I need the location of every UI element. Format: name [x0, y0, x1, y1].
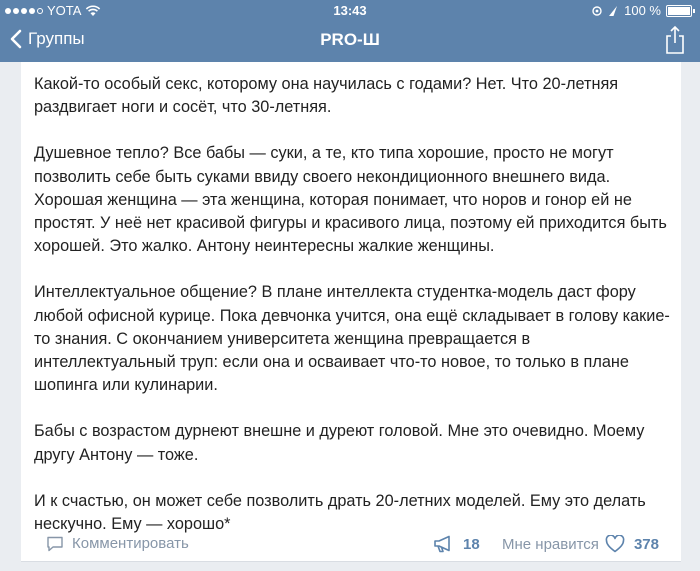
page-title: PRO-Ш: [320, 30, 380, 49]
repost-count: 18: [463, 535, 480, 553]
comment-button[interactable]: [46, 535, 189, 552]
share-icon: [664, 24, 686, 56]
alarm-icon: [607, 5, 619, 17]
post-text: [34, 73, 674, 559]
carrier-label: YOTA: [47, 3, 82, 18]
post-paragraph: Какой-то особый секс, которому она научилась с годами? Нет. Что 20-летняя раздвигает ноги и сосёт, что 30-летняя.: [34, 75, 619, 117]
comment-icon: [46, 536, 64, 552]
top-bar: [0, 0, 700, 62]
navigation-bar: [0, 20, 700, 62]
battery-icon: [666, 5, 692, 17]
repost-button[interactable]: [433, 535, 480, 553]
repost-megaphone-icon: [433, 535, 455, 553]
location-icon: [592, 5, 602, 17]
back-label: Группы: [28, 29, 85, 48]
back-button[interactable]: [10, 29, 85, 49]
back-chevron-icon: [10, 29, 22, 49]
post-paragraph: Бабы с возрастом дурнеют внешне и дуреют головой. Мне это очевидно. Моему другу Антону — тоже.: [34, 422, 645, 464]
share-button[interactable]: [664, 24, 686, 56]
post-card: [21, 62, 681, 562]
status-bar: [0, 0, 700, 20]
like-heart-icon: [605, 535, 625, 553]
post-paragraph: Душевное тепло? Все бабы — суки, а те, кто типа хорошие, просто не могут позволить себе быть суками ввиду своего некондиционного внешнего вида. Хорошая женщина — эта женщина, которая понимает, что норов и гонор ей не простят. У неё нет красивой фигуры и красивого лица, поэтому ей приходится быть хорошей. Это жалко. Антону неинтересны жалкие женщины.: [34, 144, 667, 256]
like-button[interactable]: [502, 535, 659, 553]
post-paragraph: И к счастью, он может себе позволить драть 20-летних моделей. Ему это делать нескучно. Ему — хорошо*: [34, 491, 646, 534]
post-actions: [21, 525, 681, 561]
status-right: [592, 3, 692, 18]
like-count: 378: [633, 535, 659, 553]
status-time: 13:43: [333, 3, 367, 18]
post-paragraph: Интеллектуальное общение? В плане интеллекта студентка-модель даст фору любой офисной курице. Пока девчонка учится, она ещё складывает в голову какие-то знания. С окончанием университета женщина превращается в интеллектуальный труп: если она и осваивает что-то новое, то только в плане шопинга или кулинарии.: [34, 283, 670, 395]
like-label: Мне нравится: [502, 535, 599, 553]
battery-percent: 100 %: [624, 3, 661, 18]
comment-label: Комментировать: [72, 535, 189, 552]
